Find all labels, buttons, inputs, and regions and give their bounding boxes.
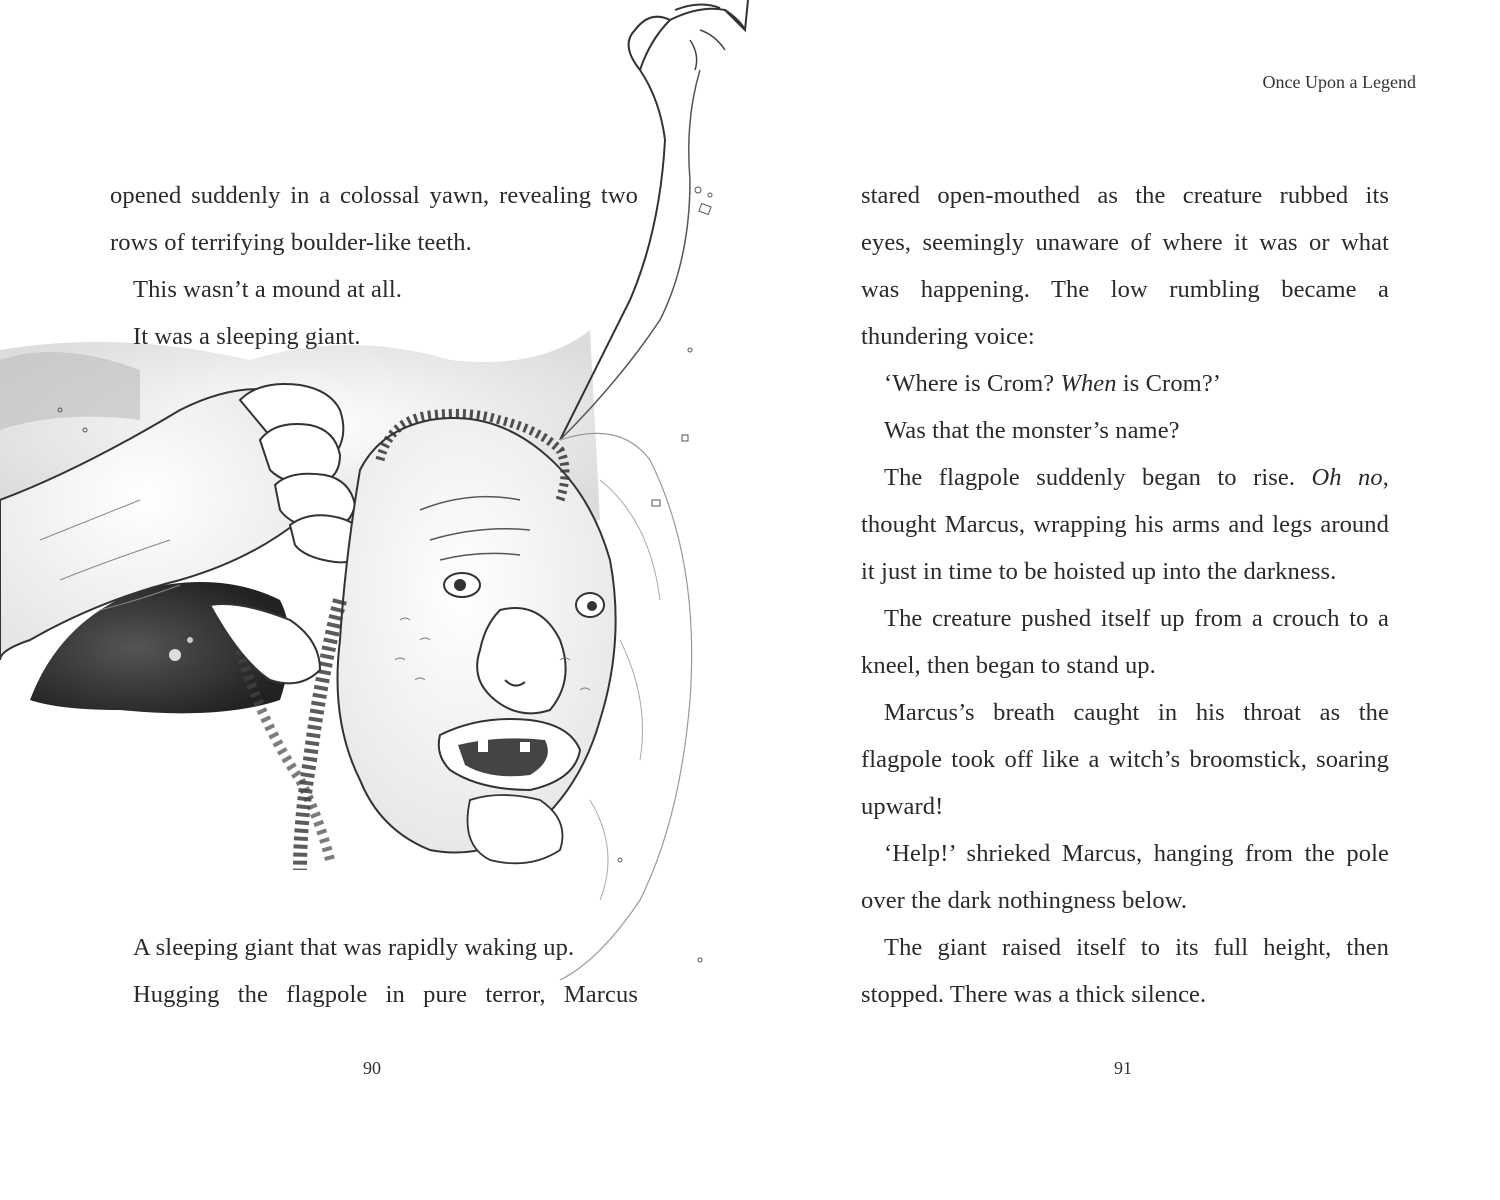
text-line: The giant raised itself to its full height, then xyxy=(884,934,1389,961)
text-span: is Crom?’ xyxy=(1116,370,1222,397)
text-span: ‘Where is Crom? xyxy=(884,370,1061,397)
right-page xyxy=(750,0,1500,1200)
text-line: A sleeping giant that was rapidly waking up. xyxy=(133,934,575,961)
text-line: ‘Help!’ shrieked Marcus, hanging from the pole xyxy=(884,840,1389,867)
text-line: kneel, then began to stand up. xyxy=(861,652,1156,679)
text-line: over the dark nothingness below. xyxy=(861,887,1188,914)
text-line: Hugging the flagpole in pure terror, Marcus xyxy=(133,981,638,1008)
text-line: Marcus’s breath caught in his throat as the xyxy=(884,699,1389,726)
text-span: The flagpole suddenly began to rise. xyxy=(884,464,1312,491)
text-line xyxy=(861,454,1389,501)
page-number: 91 xyxy=(1114,1058,1132,1078)
text-line: thundering voice: xyxy=(861,323,1035,350)
text-line: flagpole took off like a witch’s broomstick, soaring xyxy=(861,746,1389,773)
text-line: rows of terrifying boulder-like teeth. xyxy=(110,229,472,256)
text-line: Was that the monster’s name? xyxy=(884,417,1180,444)
left-page-text-top xyxy=(110,172,638,360)
text-line: upward! xyxy=(861,793,944,820)
giant-illustration xyxy=(0,0,750,1000)
text-line: It was a sleeping giant. xyxy=(133,323,361,350)
text-line: This wasn’t a mound at all. xyxy=(133,276,402,303)
text-line: eyes, seemingly unaware of where it was or what xyxy=(861,229,1389,256)
text-line: stopped. There was a thick silence. xyxy=(861,981,1207,1008)
text-line: stared open-mouthed as the creature rubbed its xyxy=(861,182,1389,209)
text-line: was happening. The low rumbling became a xyxy=(861,276,1389,303)
page-number: 90 xyxy=(363,1058,381,1078)
text-line xyxy=(861,360,1389,407)
text-line: The creature pushed itself up from a crouch to a xyxy=(884,605,1389,632)
italic-emphasis: When xyxy=(1060,370,1117,397)
text-span: , xyxy=(1382,464,1389,491)
italic-emphasis: Oh no xyxy=(1311,464,1383,491)
left-page-text-bottom xyxy=(110,924,638,1018)
running-head: Once Upon a Legend xyxy=(1262,72,1416,92)
text-line: it just in time to be hoisted up into the darkness. xyxy=(861,558,1337,585)
text-line: opened suddenly in a colossal yawn, revealing two xyxy=(110,182,638,209)
right-page-text xyxy=(861,172,1389,1018)
text-line: thought Marcus, wrapping his arms and legs around xyxy=(861,511,1389,538)
